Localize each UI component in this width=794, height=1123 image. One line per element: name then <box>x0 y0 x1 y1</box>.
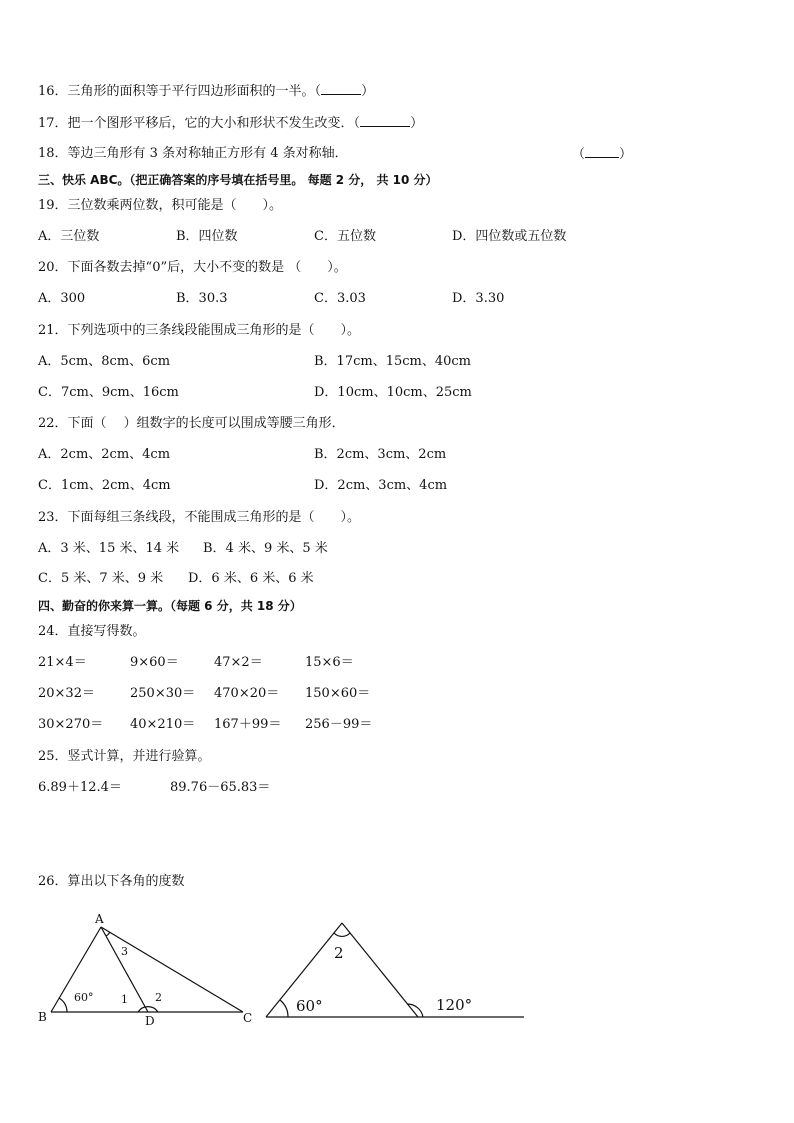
question-21-stem: 21．下列选项中的三条线段能围成三角形的是（ ）。 <box>38 323 361 338</box>
angle-120-label: 120° <box>436 996 473 1014</box>
question-22-option-c[interactable]: C．1cm、2cm、4cm <box>38 478 171 493</box>
calc-item: 256－99＝ <box>305 717 373 732</box>
calc-item: 150×60＝ <box>305 686 371 701</box>
question-18 <box>38 145 348 163</box>
question-17: 17．把一个图形平移后，它的大小和形状不发生改变．（ ） <box>38 116 424 131</box>
answer-blank-16[interactable] <box>321 82 361 95</box>
question-18-text: 18．等边三角形有 3 条对称轴正方形有 4 条对称轴． <box>38 146 348 161</box>
calc-item: 470×20＝ <box>214 686 280 701</box>
question-25-stem: 25．竖式计算，并进行验算。 <box>38 749 211 764</box>
question-19-option-b[interactable]: B．四位数 <box>176 229 238 244</box>
question-23-stem: 23．下面每组三条线段，不能围成三角形的是（ ）。 <box>38 510 361 525</box>
question-26-stem: 26．算出以下各角的度数 <box>38 874 185 889</box>
angle-3-label: 3 <box>121 945 128 958</box>
question-16-text: 16．三角形的面积等于平行四边形面积的一半。 <box>38 84 315 99</box>
angle-2-label: 2 <box>155 991 162 1004</box>
question-22-option-b[interactable]: B．2cm、3cm、2cm <box>314 447 447 462</box>
triangle-abc-figure <box>30 905 270 1030</box>
angle-60-arc <box>280 1000 288 1017</box>
question-21-option-c[interactable]: C．7cm、9cm、16cm <box>38 385 179 400</box>
question-22-stem: 22．下面（ ）组数字的长度可以围成等腰三角形． <box>38 416 345 431</box>
angle-2-arc <box>334 933 350 936</box>
question-19-option-c[interactable]: C．五位数 <box>314 229 376 244</box>
answer-blank-17[interactable] <box>360 114 410 127</box>
question-23-option-b[interactable]: B．4 米、9 米、5 米 <box>203 541 328 556</box>
question-19-option-d[interactable]: D．四位数或五位数 <box>452 229 567 244</box>
angle-2-label: 2 <box>334 944 344 962</box>
angle-b-label: 60° <box>74 991 94 1004</box>
vertex-a-label: A <box>95 912 104 926</box>
question-19-option-a[interactable]: A．三位数 <box>38 229 100 244</box>
calc-item: 9×60＝ <box>130 655 179 670</box>
exterior-angle-figure <box>262 915 527 1025</box>
question-23-option-c[interactable]: C．5 米、7 米、9 米 <box>38 571 164 586</box>
calc-item: 167＋99＝ <box>214 717 282 732</box>
calc-item: 21×4＝ <box>38 655 87 670</box>
calc-item: 20×32＝ <box>38 686 95 701</box>
angle-b-arc <box>59 998 67 1012</box>
angle-3-arc <box>106 932 110 936</box>
answer-blank-18[interactable] <box>585 145 619 158</box>
question-20-option-d[interactable]: D．3.30 <box>452 291 505 306</box>
question-20-option-b[interactable]: B．30.3 <box>176 291 228 306</box>
question-17-text: 17．把一个图形平移后，它的大小和形状不发生改变． <box>38 116 354 131</box>
question-20-option-a[interactable]: A．300 <box>38 291 86 306</box>
vertex-c-label: C <box>243 1011 253 1025</box>
right-side <box>342 923 418 1017</box>
vertex-b-label: B <box>38 1010 47 1024</box>
question-18-answer: （ ） <box>572 147 633 162</box>
calc-item: 47×2＝ <box>214 655 263 670</box>
question-21-option-b[interactable]: B．17cm、15cm、40cm <box>314 354 472 369</box>
question-20-stem: 20．下面各数去掉“0”后，大小不变的数是 （ ）。 <box>38 260 347 275</box>
calc-item: 250×30＝ <box>130 686 196 701</box>
section-3-title: 三、快乐 ABC。（把正确答案的序号填在括号里。 每题 2 分， 共 10 分） <box>38 173 438 187</box>
question-21-option-a[interactable]: A．5cm、8cm、6cm <box>38 354 171 369</box>
calc-item: 30×270＝ <box>38 717 104 732</box>
section-4-title: 四、勤奋的你来算一算。（每题 6 分，共 18 分） <box>38 599 302 613</box>
calc-item: 15×6＝ <box>305 655 354 670</box>
question-21-option-d[interactable]: D．10cm、10cm、25cm <box>314 385 472 400</box>
question-19-stem: 19．三位数乘两位数，积可能是（ ）。 <box>38 198 283 213</box>
question-22-option-a[interactable]: A．2cm、2cm、4cm <box>38 447 171 462</box>
vertical-calc-item: 89.76－65.83＝ <box>170 780 271 795</box>
question-20-option-c[interactable]: C．3.03 <box>314 291 366 306</box>
question-23-option-d[interactable]: D．6 米、6 米、6 米 <box>188 571 314 586</box>
vertex-d-label: D <box>145 1014 155 1028</box>
vertical-calc-item: 6.89＋12.4＝ <box>38 780 122 795</box>
angle-1-label: 1 <box>121 993 128 1006</box>
calc-item: 40×210＝ <box>130 717 196 732</box>
question-22-option-d[interactable]: D．2cm、3cm、4cm <box>314 478 448 493</box>
question-23-option-a[interactable]: A．3 米、15 米、14 米 <box>38 541 180 556</box>
angle-60-label: 60° <box>296 997 323 1015</box>
question-24-stem: 24．直接写得数。 <box>38 624 146 639</box>
question-16: 16．三角形的面积等于平行四边形面积的一半。（ ） <box>38 84 375 99</box>
